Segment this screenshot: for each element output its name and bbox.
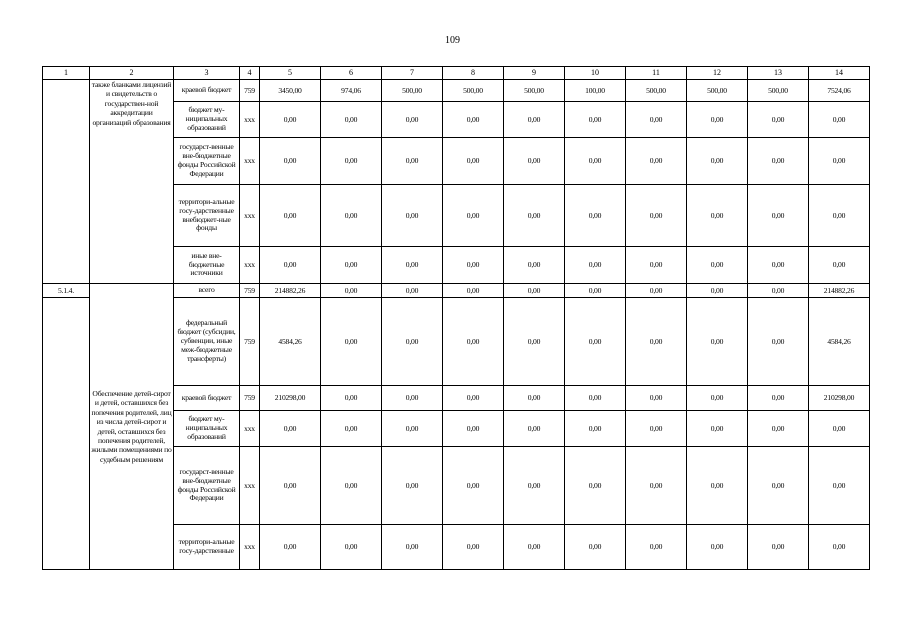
value-cell: 0,00 [260, 247, 321, 284]
funding-source: бюджет му-ниципальных образований [174, 102, 240, 138]
table-header [43, 67, 870, 80]
column-header: 4 [240, 67, 260, 80]
value-cell: 0,00 [382, 138, 443, 185]
column-header: 12 [687, 67, 748, 80]
value-cell: 0,00 [260, 102, 321, 138]
table-row [43, 80, 870, 102]
budget-code: 759 [240, 80, 260, 102]
funding-source: бюджет му-ниципальных образований [174, 411, 240, 447]
column-header: 11 [626, 67, 687, 80]
value-cell: 0,00 [321, 138, 382, 185]
value-cell: 0,00 [382, 525, 443, 570]
value-cell: 0,00 [504, 284, 565, 298]
value-cell: 0,00 [626, 386, 687, 411]
value-cell: 0,00 [443, 447, 504, 525]
value-cell: 0,00 [321, 298, 382, 386]
value-cell: 0,00 [565, 447, 626, 525]
funding-source: территори-альные госу-дарственные [174, 525, 240, 570]
value-cell: 0,00 [382, 102, 443, 138]
budget-code: 759 [240, 298, 260, 386]
value-cell: 500,00 [626, 80, 687, 102]
value-cell: 0,00 [748, 102, 809, 138]
column-header: 1 [43, 67, 90, 80]
value-cell: 0,00 [504, 525, 565, 570]
value-cell: 0,00 [260, 138, 321, 185]
value-cell: 0,00 [321, 247, 382, 284]
value-cell: 0,00 [748, 138, 809, 185]
value-cell: 0,00 [443, 298, 504, 386]
value-cell: 0,00 [809, 102, 870, 138]
column-header: 14 [809, 67, 870, 80]
value-cell: 0,00 [748, 284, 809, 298]
value-cell: 974,06 [321, 80, 382, 102]
value-cell: 0,00 [443, 386, 504, 411]
budget-code: ххх [240, 447, 260, 525]
value-cell: 500,00 [443, 80, 504, 102]
value-cell: 0,00 [382, 447, 443, 525]
funding-source: государст-венные вне-бюджетные фонды Российской Федерации [174, 447, 240, 525]
table-body [43, 80, 870, 570]
value-cell: 214882,26 [260, 284, 321, 298]
value-cell: 0,00 [748, 411, 809, 447]
value-cell: 0,00 [504, 411, 565, 447]
value-cell: 0,00 [626, 447, 687, 525]
value-cell: 0,00 [687, 298, 748, 386]
measure-index-cell [43, 298, 90, 570]
value-cell: 0,00 [565, 284, 626, 298]
value-cell: 500,00 [748, 80, 809, 102]
budget-code: ххх [240, 138, 260, 185]
value-cell: 0,00 [687, 411, 748, 447]
value-cell: 210298,00 [809, 386, 870, 411]
value-cell: 0,00 [565, 138, 626, 185]
budget-code: ххх [240, 247, 260, 284]
column-header: 10 [565, 67, 626, 80]
table-row [43, 284, 870, 298]
funding-source: федеральный бюджет (субсидии, субвенции, иные меж-бюджетные трансферты) [174, 298, 240, 386]
value-cell: 0,00 [260, 525, 321, 570]
value-cell: 0,00 [321, 411, 382, 447]
value-cell: 0,00 [687, 284, 748, 298]
value-cell: 0,00 [748, 447, 809, 525]
column-header: 6 [321, 67, 382, 80]
value-cell: 0,00 [809, 247, 870, 284]
value-cell: 0,00 [504, 386, 565, 411]
value-cell: 500,00 [504, 80, 565, 102]
measure-name: также бланками лицензий и свидетельств о государствен-ной аккредитации организаций образования [90, 80, 174, 284]
value-cell: 210298,00 [260, 386, 321, 411]
value-cell: 0,00 [565, 411, 626, 447]
value-cell: 0,00 [504, 102, 565, 138]
value-cell: 0,00 [748, 525, 809, 570]
value-cell: 0,00 [748, 247, 809, 284]
page-number: 109 [445, 35, 460, 46]
value-cell: 0,00 [565, 386, 626, 411]
funding-source: иные вне-бюджетные источники [174, 247, 240, 284]
budget-code: ххх [240, 525, 260, 570]
value-cell: 500,00 [687, 80, 748, 102]
header-row [43, 67, 870, 80]
measure-index-cell [43, 80, 90, 284]
value-cell: 0,00 [626, 284, 687, 298]
funding-source: краевой бюджет [174, 386, 240, 411]
value-cell: 0,00 [809, 411, 870, 447]
column-header: 8 [443, 67, 504, 80]
value-cell: 0,00 [565, 298, 626, 386]
column-header: 3 [174, 67, 240, 80]
value-cell: 0,00 [260, 447, 321, 525]
value-cell: 0,00 [626, 247, 687, 284]
value-cell: 0,00 [748, 185, 809, 247]
value-cell: 0,00 [626, 138, 687, 185]
value-cell: 0,00 [382, 411, 443, 447]
value-cell: 0,00 [321, 386, 382, 411]
value-cell: 0,00 [321, 185, 382, 247]
value-cell: 0,00 [382, 386, 443, 411]
value-cell: 0,00 [504, 138, 565, 185]
funding-source: краевой бюджет [174, 80, 240, 102]
value-cell: 7524,06 [809, 80, 870, 102]
funding-source: территори-альные госу-дарственные внебюджет-ные фонды [174, 185, 240, 247]
budget-code: 759 [240, 386, 260, 411]
value-cell: 0,00 [809, 138, 870, 185]
budget-code: ххх [240, 102, 260, 138]
budget-code: ххх [240, 411, 260, 447]
value-cell: 0,00 [260, 185, 321, 247]
value-cell: 0,00 [504, 298, 565, 386]
value-cell: 0,00 [809, 185, 870, 247]
funding-source: государст-венные вне-бюджетные фонды Российской Федерации [174, 138, 240, 185]
value-cell: 4584,26 [809, 298, 870, 386]
value-cell: 0,00 [443, 411, 504, 447]
value-cell: 0,00 [382, 284, 443, 298]
value-cell: 0,00 [565, 247, 626, 284]
value-cell: 0,00 [626, 102, 687, 138]
value-cell: 0,00 [687, 138, 748, 185]
value-cell: 0,00 [443, 185, 504, 247]
value-cell: 0,00 [260, 411, 321, 447]
value-cell: 0,00 [443, 247, 504, 284]
value-cell: 0,00 [748, 386, 809, 411]
measure-name: Обеспечение детей-сирот и детей, оставшихся без попечения родителей, лиц из числа детей-сирот и детей, оставшихся без попечения родителей, жилыми помещениями по судебным решениям [90, 284, 174, 570]
value-cell: 0,00 [504, 185, 565, 247]
value-cell: 500,00 [382, 80, 443, 102]
value-cell: 0,00 [626, 185, 687, 247]
value-cell: 0,00 [687, 525, 748, 570]
value-cell: 0,00 [626, 411, 687, 447]
value-cell: 0,00 [809, 447, 870, 525]
value-cell: 0,00 [443, 284, 504, 298]
measure-index: 5.1.4. [43, 284, 90, 298]
budget-code: ххх [240, 185, 260, 247]
value-cell: 0,00 [565, 102, 626, 138]
value-cell: 0,00 [809, 525, 870, 570]
value-cell: 0,00 [443, 138, 504, 185]
value-cell: 0,00 [321, 102, 382, 138]
budget-code: 759 [240, 284, 260, 298]
value-cell: 0,00 [443, 525, 504, 570]
value-cell: 0,00 [687, 247, 748, 284]
value-cell: 0,00 [687, 447, 748, 525]
value-cell: 0,00 [321, 284, 382, 298]
value-cell: 0,00 [565, 185, 626, 247]
value-cell: 0,00 [626, 298, 687, 386]
column-header: 2 [90, 67, 174, 80]
budget-table [42, 66, 870, 570]
value-cell: 0,00 [687, 386, 748, 411]
value-cell: 0,00 [748, 298, 809, 386]
value-cell: 0,00 [565, 525, 626, 570]
value-cell: 0,00 [687, 102, 748, 138]
value-cell: 0,00 [504, 447, 565, 525]
value-cell: 0,00 [504, 247, 565, 284]
value-cell: 0,00 [382, 247, 443, 284]
value-cell: 214882,26 [809, 284, 870, 298]
value-cell: 0,00 [382, 185, 443, 247]
funding-source: всего [174, 284, 240, 298]
value-cell: 0,00 [321, 447, 382, 525]
value-cell: 0,00 [443, 102, 504, 138]
value-cell: 100,00 [565, 80, 626, 102]
value-cell: 0,00 [382, 298, 443, 386]
value-cell: 3450,00 [260, 80, 321, 102]
value-cell: 0,00 [687, 185, 748, 247]
column-header: 5 [260, 67, 321, 80]
value-cell: 0,00 [321, 525, 382, 570]
column-header: 13 [748, 67, 809, 80]
column-header: 7 [382, 67, 443, 80]
value-cell: 4584,26 [260, 298, 321, 386]
value-cell: 0,00 [626, 525, 687, 570]
column-header: 9 [504, 67, 565, 80]
